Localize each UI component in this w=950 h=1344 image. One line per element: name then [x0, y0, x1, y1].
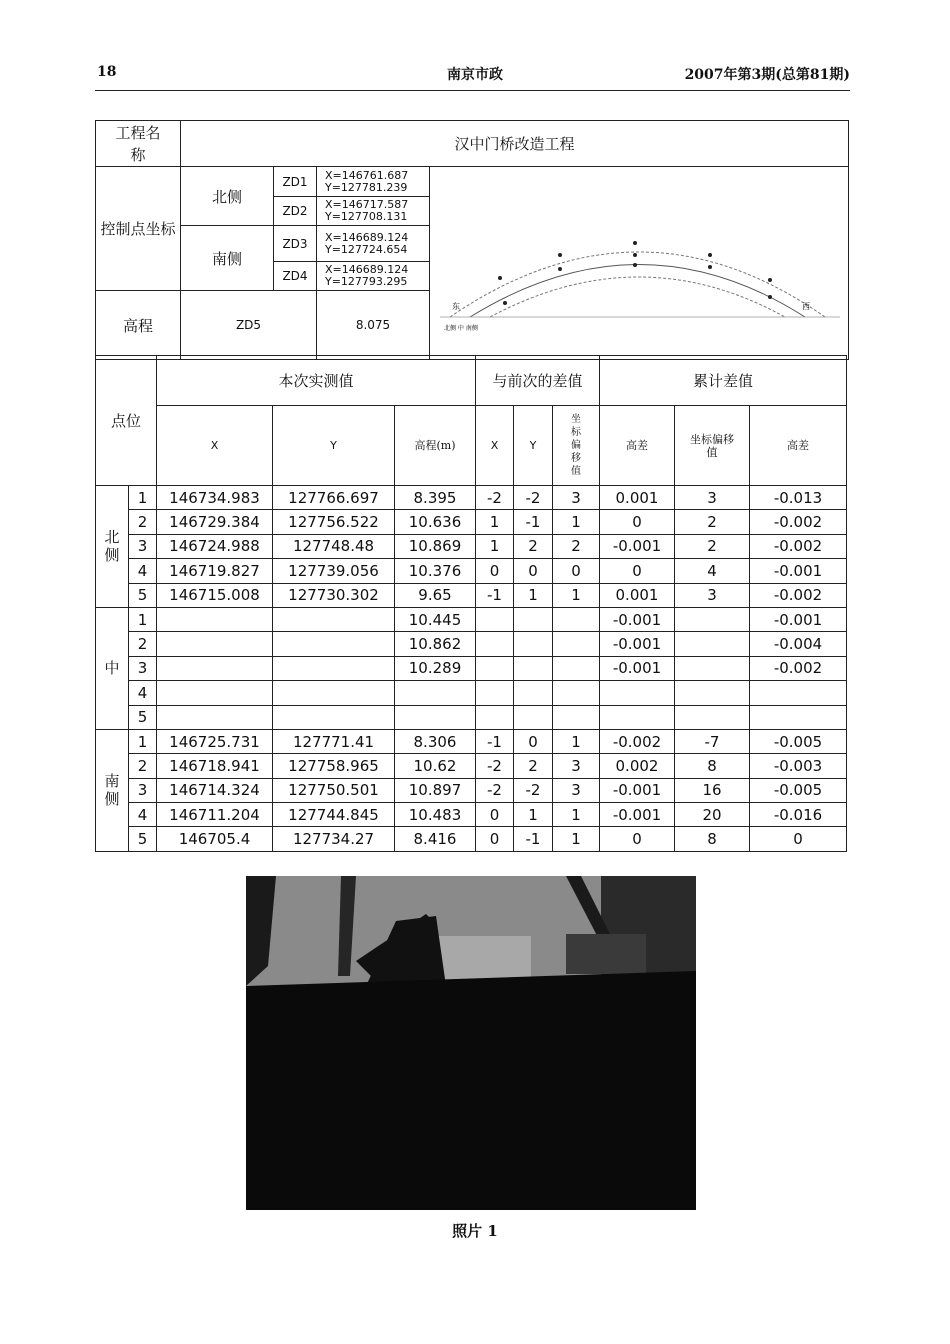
control-point-id: ZD2 [274, 197, 317, 226]
cell-h: 10.62 [395, 754, 476, 778]
elevation-value: 8.075 [317, 291, 430, 360]
table-row [96, 486, 847, 510]
construction-photo [246, 876, 696, 1210]
cell-dx [476, 681, 514, 705]
cell-dy: 0 [514, 729, 553, 753]
cell-y [273, 632, 395, 656]
table-row [96, 681, 847, 705]
table-row [96, 656, 847, 680]
table-row [96, 583, 847, 607]
cell-y: 127750.501 [273, 778, 395, 802]
cell-co: 8 [675, 827, 750, 851]
survey-point [558, 267, 562, 271]
cell-ch [600, 705, 675, 729]
cell-dy: 1 [514, 803, 553, 827]
table-row [96, 534, 847, 558]
cell-dx [476, 656, 514, 680]
cell-ch: 0.001 [600, 486, 675, 510]
cell-dy: -1 [514, 827, 553, 851]
current-measurement-header: 本次实测值 [157, 356, 476, 406]
cell-o: 3 [553, 778, 600, 802]
cumulative-diff-header: 累计差值 [600, 356, 847, 406]
col-offset-header: 坐标偏移值 [553, 406, 600, 486]
cell-ch: 0 [600, 827, 675, 851]
cell-h: 9.65 [395, 583, 476, 607]
arch-middle [470, 265, 805, 318]
journal-title: 南京市政 [447, 67, 503, 83]
cell-h: 10.289 [395, 656, 476, 680]
monitoring-data-table [95, 355, 847, 852]
cell-co [675, 705, 750, 729]
cell-dx [476, 607, 514, 631]
cell-y: 127730.302 [273, 583, 395, 607]
cell-dx: -1 [476, 583, 514, 607]
cell-o [553, 705, 600, 729]
cell-h [395, 705, 476, 729]
cell-x [157, 681, 273, 705]
survey-point [708, 265, 712, 269]
cell-y [273, 681, 395, 705]
control-point-coords: X=146717.587 Y=127708.131 [317, 197, 430, 226]
control-point-coords: X=146689.124 Y=127793.295 [317, 262, 430, 291]
cell-x [157, 632, 273, 656]
project-name-label: 工程名称 [96, 121, 181, 167]
cell-dx: -2 [476, 778, 514, 802]
cell-ch: 0.002 [600, 754, 675, 778]
row-index: 1 [129, 486, 157, 510]
table-row [96, 705, 847, 729]
cell-dx: 0 [476, 827, 514, 851]
cell-ch: -0.001 [600, 656, 675, 680]
cell-o [553, 632, 600, 656]
survey-point [633, 263, 637, 267]
table-row [96, 778, 847, 802]
cell-dy: 2 [514, 534, 553, 558]
cell-o: 2 [553, 534, 600, 558]
cell-o: 1 [553, 803, 600, 827]
row-index: 4 [129, 803, 157, 827]
survey-point [633, 253, 637, 257]
cell-o: 1 [553, 583, 600, 607]
cell-x [157, 656, 273, 680]
cell-x: 146724.988 [157, 534, 273, 558]
control-point-coords: X=146689.124 Y=127724.654 [317, 226, 430, 262]
cell-ch2: 0 [750, 827, 847, 851]
row-index: 4 [129, 559, 157, 583]
cell-y: 127758.965 [273, 754, 395, 778]
cell-x: 146715.008 [157, 583, 273, 607]
cell-o [553, 607, 600, 631]
control-point-id: ZD4 [274, 262, 317, 291]
cell-dx: 1 [476, 510, 514, 534]
cell-ch2: -0.002 [750, 534, 847, 558]
cell-h: 8.395 [395, 486, 476, 510]
row-index: 5 [129, 827, 157, 851]
control-point-coords: X=146761.687 Y=127781.239 [317, 167, 430, 197]
cell-o: 3 [553, 754, 600, 778]
diff-previous-header: 与前次的差值 [476, 356, 600, 406]
cell-dx: 1 [476, 534, 514, 558]
diagram-bottom-label: 北侧 中 南侧 [444, 325, 478, 332]
cell-co [675, 656, 750, 680]
cell-dy [514, 632, 553, 656]
survey-point [503, 301, 507, 305]
cell-dx [476, 632, 514, 656]
cell-ch2: -0.016 [750, 803, 847, 827]
cell-h: 10.483 [395, 803, 476, 827]
control-point-id: ZD1 [274, 167, 317, 197]
cell-dx [476, 705, 514, 729]
cell-dx: 0 [476, 803, 514, 827]
cell-ch2: -0.013 [750, 486, 847, 510]
cell-dx: -2 [476, 754, 514, 778]
cell-dy [514, 705, 553, 729]
elevation-label: 高程 [96, 291, 181, 360]
row-index: 3 [129, 534, 157, 558]
cell-co: 20 [675, 803, 750, 827]
cell-y: 127744.845 [273, 803, 395, 827]
row-index: 1 [129, 729, 157, 753]
cell-co [675, 681, 750, 705]
cell-co: 8 [675, 754, 750, 778]
photo-caption: 照片 1 [452, 1222, 498, 1240]
cell-x: 146718.941 [157, 754, 273, 778]
cell-co: -7 [675, 729, 750, 753]
cell-x: 146719.827 [157, 559, 273, 583]
point-position-header: 点位 [96, 356, 157, 486]
issue-info: 2007年第3期(总第81期) [684, 67, 850, 83]
cell-ch: 0 [600, 510, 675, 534]
cell-x: 146725.731 [157, 729, 273, 753]
row-index: 5 [129, 705, 157, 729]
cell-y [273, 656, 395, 680]
control-point-id: ZD3 [274, 226, 317, 262]
cell-ch2: -0.002 [750, 583, 847, 607]
survey-point [633, 241, 637, 245]
row-index: 4 [129, 681, 157, 705]
cell-ch: -0.001 [600, 632, 675, 656]
col-dy-header: Y [514, 406, 553, 486]
diagram-west-label: 西 [802, 302, 810, 311]
table-row [96, 607, 847, 631]
cell-ch: -0.001 [600, 607, 675, 631]
cell-ch2: -0.001 [750, 607, 847, 631]
cell-h: 10.445 [395, 607, 476, 631]
row-index: 1 [129, 607, 157, 631]
cell-ch: -0.001 [600, 803, 675, 827]
table-row [96, 827, 847, 851]
project-info-table [95, 120, 849, 360]
cell-dx: -1 [476, 729, 514, 753]
cell-co [675, 607, 750, 631]
table-row [96, 729, 847, 753]
cell-dy [514, 607, 553, 631]
side-group-label: 南侧 [96, 729, 129, 851]
cell-ch2: -0.003 [750, 754, 847, 778]
diagram-east-label: 东 [452, 302, 460, 311]
survey-point [708, 253, 712, 257]
cell-o: 1 [553, 729, 600, 753]
cell-h: 10.869 [395, 534, 476, 558]
cell-h: 10.636 [395, 510, 476, 534]
cell-co: 2 [675, 534, 750, 558]
cell-y [273, 607, 395, 631]
cell-h: 10.376 [395, 559, 476, 583]
survey-point [558, 253, 562, 257]
cell-ch2 [750, 681, 847, 705]
col-elev-header: 高程(m) [395, 406, 476, 486]
cell-ch [600, 681, 675, 705]
arch-diagram-svg [430, 167, 848, 355]
cell-o: 1 [553, 827, 600, 851]
row-index: 2 [129, 754, 157, 778]
cell-o [553, 681, 600, 705]
cell-dy: 0 [514, 559, 553, 583]
cell-h: 10.897 [395, 778, 476, 802]
row-index: 3 [129, 656, 157, 680]
elevation-point: ZD5 [181, 291, 317, 360]
cell-y [273, 705, 395, 729]
cell-ch: -0.001 [600, 778, 675, 802]
cell-y: 127771.41 [273, 729, 395, 753]
cell-x: 146729.384 [157, 510, 273, 534]
cell-dx: -2 [476, 486, 514, 510]
survey-point [768, 295, 772, 299]
cell-ch2 [750, 705, 847, 729]
cell-ch2: -0.001 [750, 559, 847, 583]
north-side-label: 北侧 [181, 167, 274, 226]
col-cum-offset-header: 坐标偏移值 [675, 406, 750, 486]
cell-o: 3 [553, 486, 600, 510]
cell-co: 2 [675, 510, 750, 534]
project-name: 汉中门桥改造工程 [181, 121, 849, 167]
cell-ch2: -0.002 [750, 656, 847, 680]
cell-ch2: -0.005 [750, 778, 847, 802]
col-cum-elev-header: 高差 [600, 406, 675, 486]
cell-co: 3 [675, 486, 750, 510]
table-row [96, 510, 847, 534]
cell-o: 0 [553, 559, 600, 583]
row-index: 2 [129, 510, 157, 534]
table-row [96, 754, 847, 778]
cell-ch: 0 [600, 559, 675, 583]
row-index: 5 [129, 583, 157, 607]
col-y-header: Y [273, 406, 395, 486]
cell-ch2: -0.005 [750, 729, 847, 753]
cell-co: 4 [675, 559, 750, 583]
cell-dy: -2 [514, 486, 553, 510]
cell-o [553, 656, 600, 680]
cell-x: 146714.324 [157, 778, 273, 802]
cell-dy: 2 [514, 754, 553, 778]
cell-x: 146705.4 [157, 827, 273, 851]
cell-y: 127766.697 [273, 486, 395, 510]
header-rule [95, 90, 850, 91]
cell-x [157, 705, 273, 729]
cell-dy [514, 681, 553, 705]
arch-inner [490, 277, 785, 317]
cell-ch: -0.001 [600, 534, 675, 558]
cell-y: 127734.27 [273, 827, 395, 851]
cell-o: 1 [553, 510, 600, 534]
cell-y: 127739.056 [273, 559, 395, 583]
cell-h: 10.862 [395, 632, 476, 656]
cell-ch: 0.001 [600, 583, 675, 607]
cell-dx: 0 [476, 559, 514, 583]
col-cum-elev2-header: 高差 [750, 406, 847, 486]
cell-ch: -0.002 [600, 729, 675, 753]
table-row [96, 803, 847, 827]
table-row [96, 559, 847, 583]
cell-dy: -2 [514, 778, 553, 802]
survey-point [498, 276, 502, 280]
cell-dy: -1 [514, 510, 553, 534]
table-row [96, 632, 847, 656]
cell-y: 127748.48 [273, 534, 395, 558]
survey-point [768, 278, 772, 282]
cell-co [675, 632, 750, 656]
page-number: 18 [97, 64, 117, 80]
cell-h: 8.416 [395, 827, 476, 851]
arch-outer [450, 252, 825, 317]
cell-co: 3 [675, 583, 750, 607]
cell-ch2: -0.004 [750, 632, 847, 656]
cell-x [157, 607, 273, 631]
photo-silhouette [246, 876, 696, 1210]
col-dx-header: X [476, 406, 514, 486]
side-group-label: 中 [96, 607, 129, 729]
cell-co: 16 [675, 778, 750, 802]
cell-h [395, 681, 476, 705]
cell-x: 146711.204 [157, 803, 273, 827]
row-index: 3 [129, 778, 157, 802]
col-x-header: X [157, 406, 273, 486]
control-point-label: 控制点坐标 [96, 167, 181, 291]
cell-dy [514, 656, 553, 680]
south-side-label: 南侧 [181, 226, 274, 291]
cell-h: 8.306 [395, 729, 476, 753]
cell-x: 146734.983 [157, 486, 273, 510]
cell-ch2: -0.002 [750, 510, 847, 534]
cell-dy: 1 [514, 583, 553, 607]
cell-y: 127756.522 [273, 510, 395, 534]
bridge-arch-diagram [430, 167, 849, 360]
side-group-label: 北侧 [96, 486, 129, 608]
row-index: 2 [129, 632, 157, 656]
